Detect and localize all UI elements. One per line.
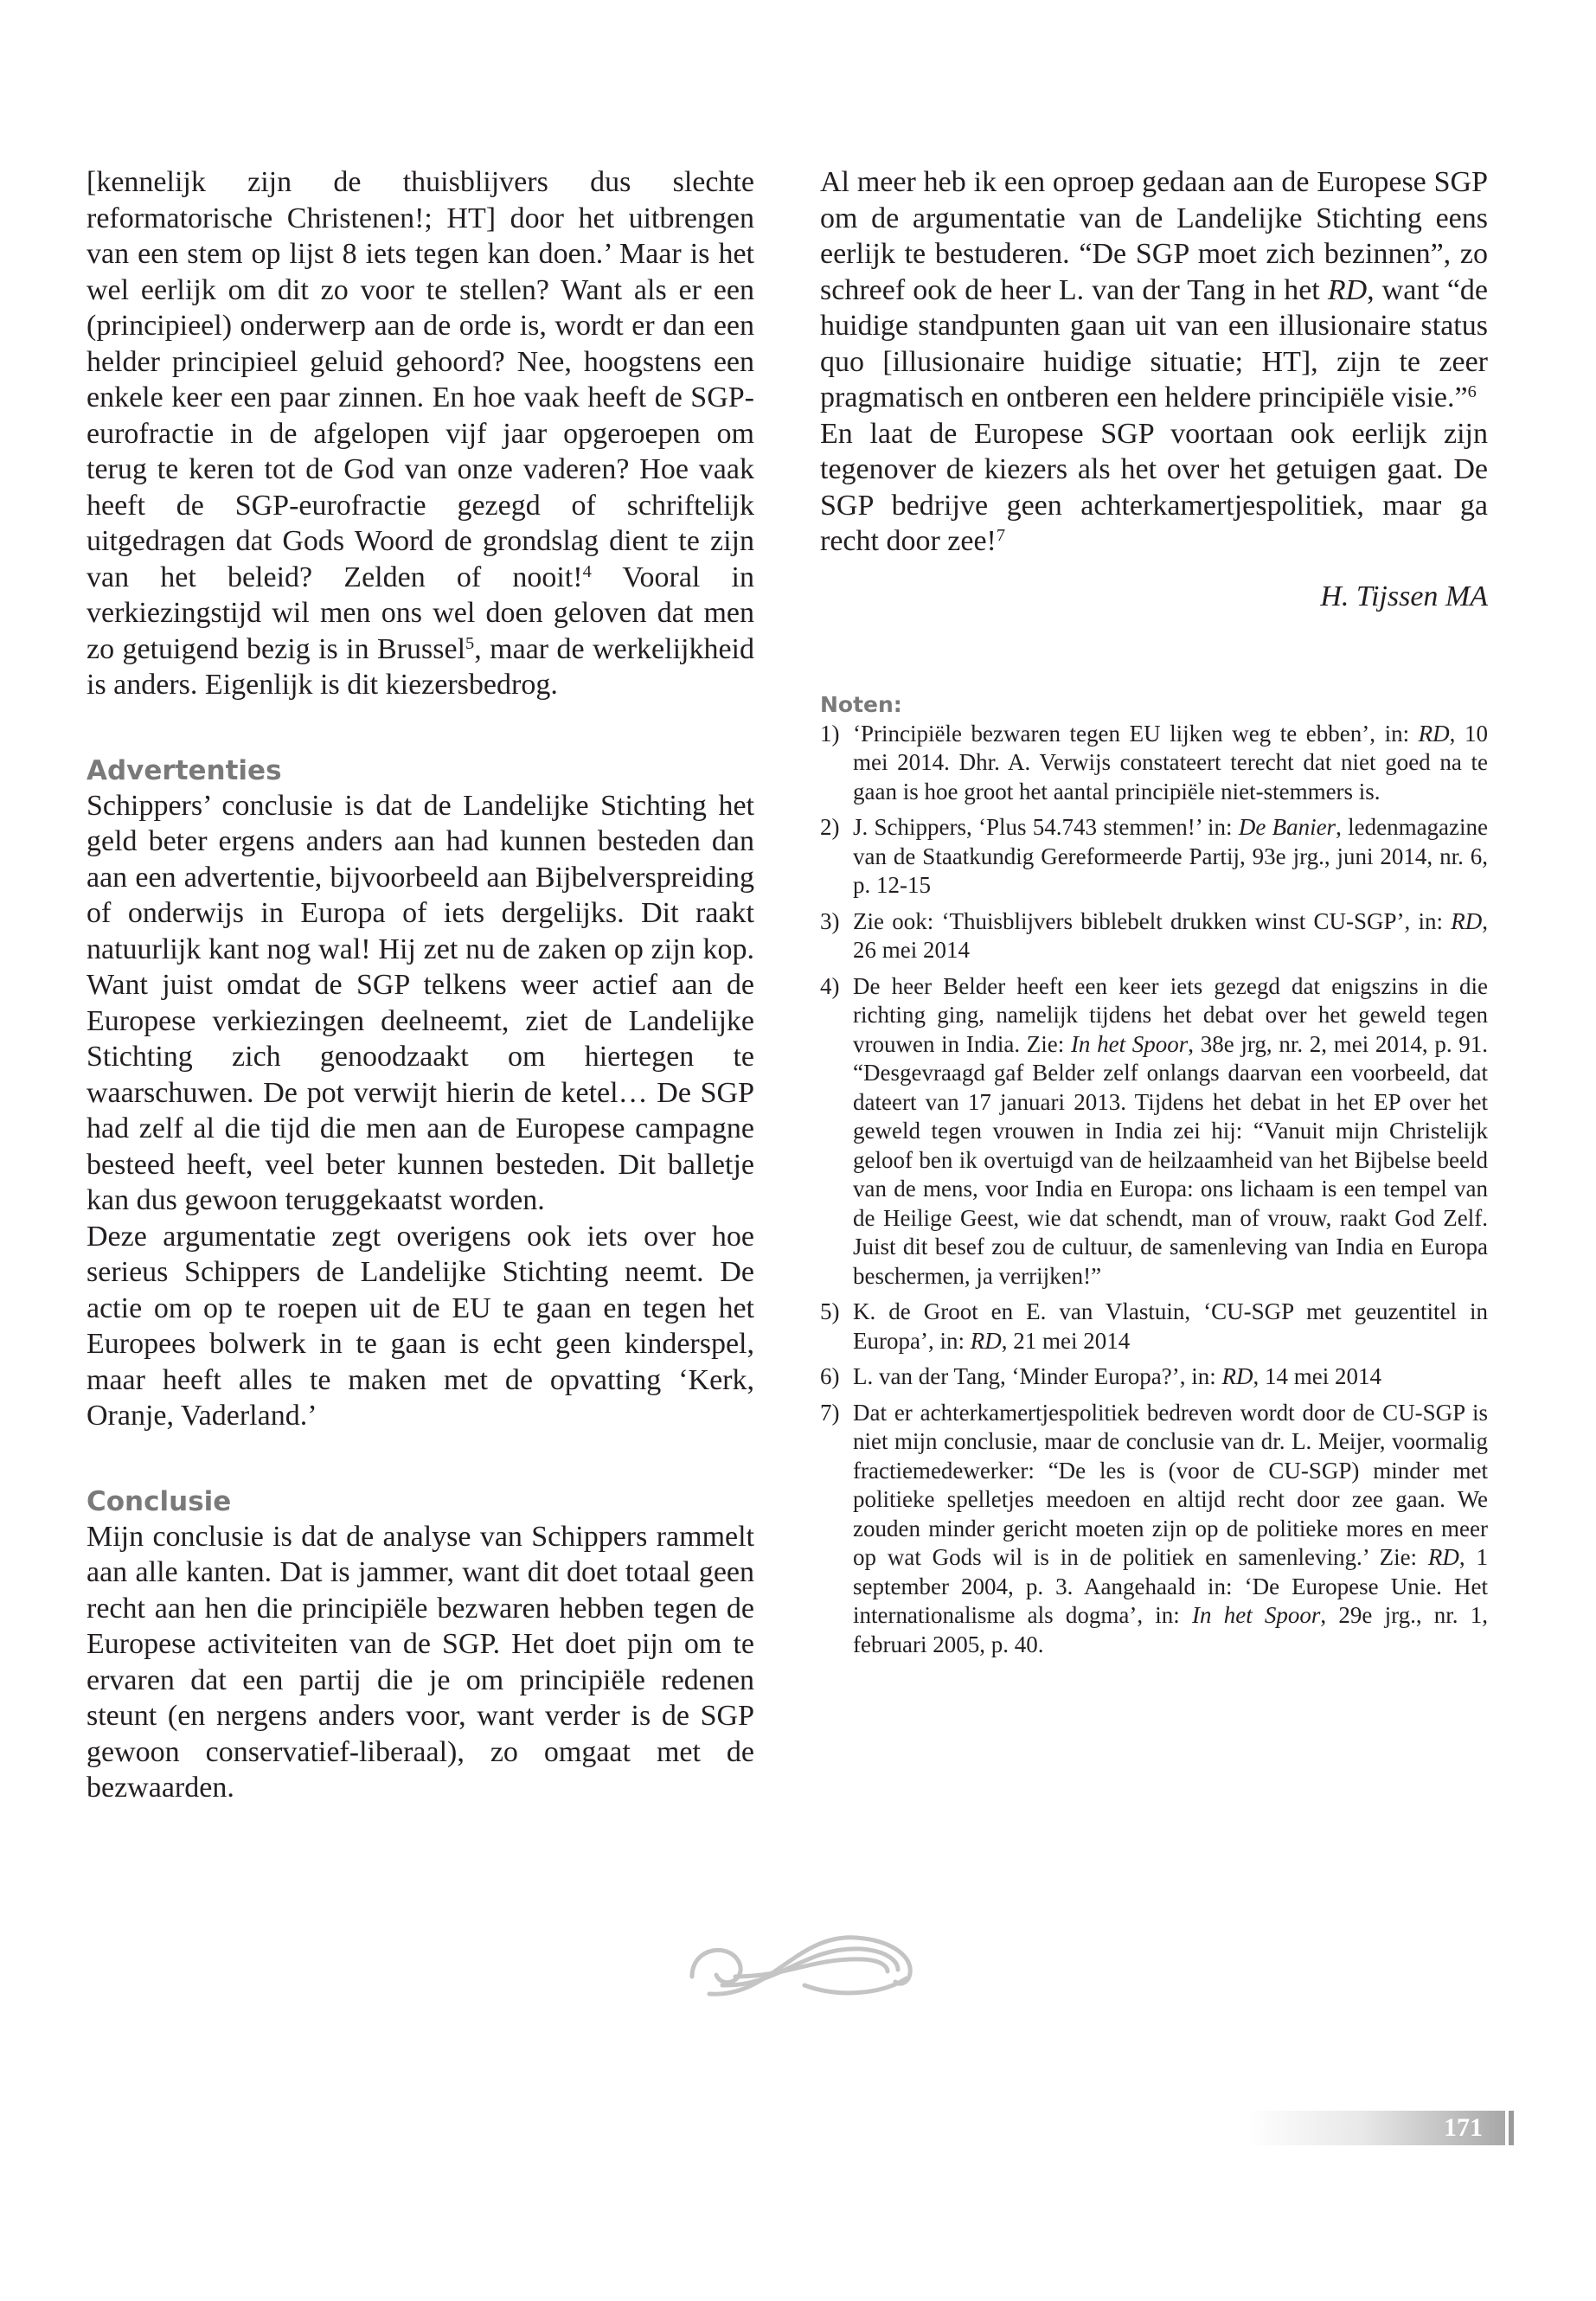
section-heading-conclusie: Conclusie bbox=[87, 1485, 232, 1517]
footnote-ref[interactable]: 7 bbox=[996, 525, 1006, 545]
footnote-ref[interactable]: 6 bbox=[1467, 381, 1477, 401]
footnote-item: 2) J. Schippers, ‘Plus 54.743 stemmen!’ in: De Banier, ledenmagazine van de Staatkundig Gereformeerde Partij, 93e jrg., juni 2014, nr. 6, p. 12-15 bbox=[820, 814, 1489, 898]
body-paragraph: Schippers’ conclusie is dat de Landelijke Stichting het geld beter ergens anders aan had kunnen besteden dan aan een advertentie, bijvoorbeeld aan Bijbelverspreiding of onderwijs in Europa of iets dergelijks. Dit raakt natuurlijk kant nog wal! Hij zet nu de zaken op zijn kop. Want juist omdat de SGP telkens weer actief aan de Europese verkiezingen deelneemt, ziet de Landelijke Stichting zich genoodzaakt om hiertegen te waarschuwen. De pot verwijt hierin de ketel… De SGP had zelf al die tijd die men aan de Europese campagne besteed heeft, veel beter kunnen besteden. Dit balletje kan dus gewoon teruggekaatst worden. bbox=[87, 789, 754, 1216]
footnote-item: 5) K. de Groot en E. van Vlastuin, ‘CU-SGP met geuzentitel in Europa’, in: RD, 21 mei 2014 bbox=[820, 1298, 1488, 1354]
page-number-bar bbox=[1246, 2111, 1505, 2145]
body-paragraph: En laat de Europese SGP voortaan ook eerlijk zijn tegenover de kiezers als het over het getuigen gaat. De SGP bedrijve geen achterkamertjespolitiek, maar ga recht door zee!$^7$ bbox=[820, 417, 1488, 557]
body-paragraph: [kennelijk zijn de thuisblijvers dus slechte reformatorische Christenen!; HT] door het uitbrengen van een stem op lijst 8 iets tegen kan doen.’ Maar is het wel eerlijk om dit zo voor te stellen? Want als er een (principieel) onderwerp aan de orde is, wordt er dan een helder principieel geluid gehoord? Nee, hoogstens een enkele keer een paar zinnen. En hoe vaak heeft de SGP-eurofractie in de afgelopen vijf jaar opgeroepen om terug te keren tot de God van onze vaderen? Hoe vaak heeft de SGP-eurofractie gezegd of schriftelijk uitgedragen dat Gods Woord de grondslag dient te zijn van het beleid? Zelden of nooit!$^4$ Vooral in verkiezingstijd wil men ons wel doen geloven dat men zo getuigend bezig is in Brussel$^5$, maar de werkelijkheid is anders. Eigenlijk is dit kiezersbedrog. bbox=[87, 166, 754, 701]
body-paragraph: Al meer heb ik een oproep gedaan aan de Europese SGP om de argumentatie van de Landelijke Stichting eens eerlijk te bestuderen. “De SGP moet zich bezinnen”, zo schreef ook de heer L. van der Tang in het RD, want “de huidige standpunten gaan uit van een illusionaire status quo [illusionaire huidige situatie; HT], zijn te zeer pragmatisch en ontberen een heldere principiële visie.”$^6$ bbox=[820, 166, 1488, 413]
body-paragraph: Deze argumentatie zegt overigens ook iets over hoe serieus Schippers de Landelijke Stichting neemt. De actie om op te roepen uit de EU te gaan en tegen het Europees bolwerk in te gaan is echt geen kinderspel, maar heeft alles te maken met de opvatting ‘Kerk, Oranje, Vaderland.’ bbox=[87, 1220, 754, 1432]
author-signature: H. Tijssen MA bbox=[1320, 580, 1488, 612]
footnote-item: 7) Dat er achterkamertjespolitiek bedreven wordt door de CU-SGP is niet mijn conclusie, maar de conclusie van dr. L. Meijer, voormalig fractiemedewerker: “De les is (voor de CU-SGP) minder met politieke spelletjes meedoen en altijd recht door zee gaan. We zouden minder gericht moeten zijn op de politieke mores en meer op wat Gods wil is in de politiek en samenleving.’ Zie: RD, 1 september 2004, p. 3. Aangehaald in: ‘De Europese Unie. Het internationalisme als dogma’, in: In het Spoor, 29e jrg., nr. 1, februari 2005, p. 40. bbox=[820, 1399, 1488, 1657]
section-heading-advertenties: Advertenties bbox=[87, 754, 282, 786]
footnotes-list bbox=[820, 720, 1488, 1660]
flourish-ornament-icon bbox=[675, 1916, 926, 2011]
page-bar-tick bbox=[1509, 2111, 1514, 2145]
footnote-ref[interactable]: 5 bbox=[465, 633, 475, 653]
footnote-item: 6) L. van der Tang, ‘Minder Europa?’, in: RD, 14 mei 2014 bbox=[820, 1363, 1381, 1389]
left-column bbox=[87, 164, 754, 1806]
body-paragraph: Mijn conclusie is dat de analyse van Schippers rammelt aan alle kanten. Dat is jammer, want dit doet totaal geen recht aan hen die principiële bezwaren hebben tegen de Europese activiteiten van de SGP. Het doet pijn om te ervaren dat een partij die je om principiële redenen steunt (en nergens anders voor, want verder is de SGP gewoon conservatief-liberaal), zo omgaat met de bezwaarden. bbox=[87, 1520, 754, 1804]
footnote-item: 3) Zie ook: ‘Thuisblijvers biblebelt drukken winst CU-SGP’, in: RD, 26 mei 2014 bbox=[820, 907, 1488, 963]
footnote-item: 4) De heer Belder heeft een keer iets gezegd dat enigszins in die richting ging, namelijk tijdens het debat over het geweld tegen vrouwen in India. Zie: In het Spoor, 38e jrg, nr. 2, mei 2014, p. 91. “Desgevraagd gaf Belder zelf onlangs daarvan een voorbeeld, dat dateert van 17 januari 2013. Tijdens het debat in het EP over het geweld tegen vrouwen in India zei hij: “Vanuit mijn Christelijk geloof ben ik overtuigd van de heilzaamheid van het Bijbelse beeld van de mens, voor India en Europa: ons lichaam is een tempel van de Heilige Geest, wie dat schendt, man of vrouw, raakt God Zelf. Juist dit besef zou de cultuur, de samenleving van India en Europa beschermen, ja verrijken!” bbox=[820, 972, 1489, 1289]
footnote-ref[interactable]: 4 bbox=[582, 561, 592, 581]
footnote-item: 1) ‘Principiële bezwaren tegen EU lijken weg te ebben’, in: RD, 10 mei 2014. Dhr. A. Verwijs constateert terecht dat niet goed na te gaan is hoe groot het aantal principiële niet-stemmers is. bbox=[820, 720, 1488, 804]
page-number: 171 bbox=[1444, 2113, 1483, 2142]
notes-heading: Noten: bbox=[820, 691, 902, 717]
right-column bbox=[820, 164, 1488, 1666]
